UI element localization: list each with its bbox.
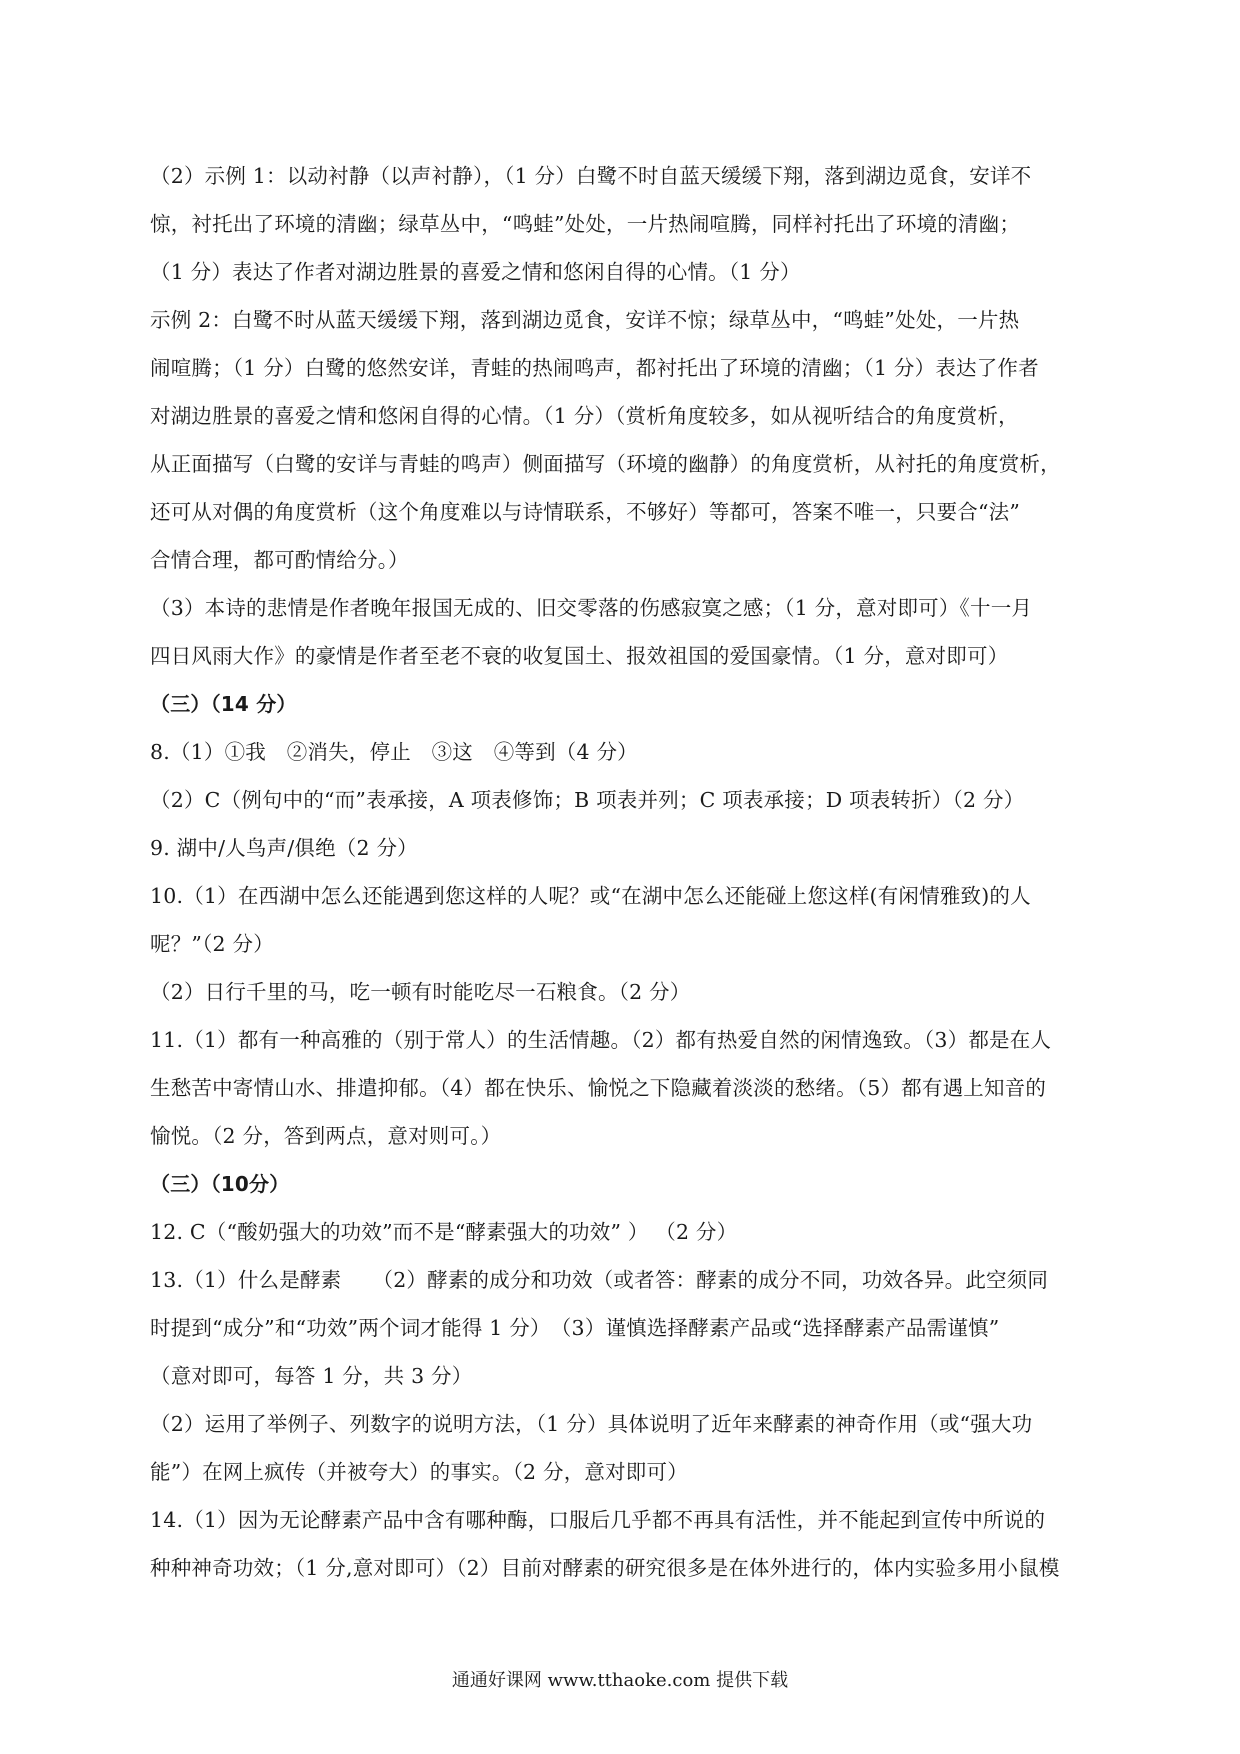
text-line: （2）日行千里的马，吃一顿有时能吃尽一石粮食。（2 分） [150,980,691,1004]
text-line: 闹喧腾；（1 分）白鹭的悠然安详，青蛙的热闹鸣声，都衬托出了环境的清幽；（1 分）表达了作者 [150,356,1039,380]
document-body [150,152,1095,1592]
text-line: 14.（1）因为无论酵素产品中含有哪种酶，口服后几乎都不再具有活性，并不能起到宣传中所说的 [150,1508,1046,1532]
text-line: （意对即可，每答 1 分，共 3 分） [150,1364,473,1388]
text-line: （2）示例 1：以动衬静（以声衬静），（1 分）白鹭不时自蓝天缓缓下翔，落到湖边觅食，安详不 [150,164,1032,188]
text-line: 还可从对偶的角度赏析（这个角度难以与诗情联系，不够好）等都可，答案不唯一，只要合“法” [150,500,1021,524]
text-line: （2）运用了举例子、列数字的说明方法，（1 分）具体说明了近年来酵素的神奇作用（或“强大功 [150,1412,1033,1436]
text-line: 四日风雨大作》的豪情是作者至老不衰的收复国土、报效祖国的爱国豪情。（1 分，意对即可） [150,644,1009,668]
text-line: （1 分）表达了作者对湖边胜景的喜爱之情和悠闲自得的心情。（1 分） [150,260,801,284]
text-line: 11.（1）都有一种高雅的（别于常人）的生活情趣。（2）都有热爱自然的闲情逸致。（3）都是在人 [150,1028,1052,1052]
text-line: 种种神奇功效；（1 分,意对即可）（2）目前对酵素的研究很多是在体外进行的，体内实验多用小鼠模 [150,1556,1060,1580]
text-line: 9. 湖中/人鸟声/俱绝（2 分） [150,836,418,860]
text-line: 合情合理，都可酌情给分。） [150,548,409,572]
text-line: （3）本诗的悲情是作者晚年报国无成的、旧交零落的伤感寂寞之感；（1 分，意对即可）《十一月 [150,596,1033,620]
page-footer: 通通好课网 www.tthaoke.com 提供下载 [451,1670,789,1691]
text-line: 8.（1）①我 ②消失，停止 ③这 ④等到（4 分） [150,740,638,764]
text-line: 时提到“成分”和“功效”两个词才能得 1 分） （3）谨慎选择酵素产品或“选择酵素产品需谨慎” [150,1316,1000,1340]
text-line: 13.（1）什么是酵素 （2）酵素的成分和功效（或者答：酵素的成分不同，功效各异。此空须同 [150,1268,1049,1292]
text-line: 10.（1）在西湖中怎么还能遇到您这样的人呢？或“在湖中怎么还能碰上您这样(有闲情雅致)的人 [150,884,1031,908]
text-line: 从正面描写（白鹭的安详与青蛙的鸣声）侧面描写（环境的幽静）的角度赏析，从衬托的角度赏析， [150,452,1061,476]
section-heading: （三）（14 分） [150,692,297,716]
text-line: 12. C（“酸奶强大的功效”而不是“酵素强大的功效” ） （2 分） [150,1220,738,1244]
section-heading: （三）（10分） [150,1172,290,1196]
text-line: 惊，衬托出了环境的清幽；绿草丛中，“鸣蛙”处处，一片热闹喧腾，同样衬托出了环境的清幽； [150,212,1021,236]
text-line: 对湖边胜景的喜爱之情和悠闲自得的心情。（1 分）（赏析角度较多，如从视听结合的角度赏析， [150,404,1019,428]
text-line: 示例 2：白鹭不时从蓝天缓缓下翔，落到湖边觅食，安详不惊；绿草丛中，“鸣蛙”处处，一片热 [150,308,1020,332]
text-line: 能”）在网上疯传（并被夸大）的事实。（2 分，意对即可） [150,1460,688,1484]
text-line: （2）C（例句中的“而”表承接，A 项表修饰；B 项表并列；C 项表承接；D 项表转折）（2 分） [150,788,1025,812]
text-line: 生愁苦中寄情山水、排遣抑郁。（4）都在快乐、愉悦之下隐藏着淡淡的愁绪。（5）都有遇上知音的 [150,1076,1047,1100]
text-line: 呢？”（2 分） [150,932,274,956]
text-line: 愉悦。（2 分，答到两点，意对则可。） [150,1124,502,1148]
